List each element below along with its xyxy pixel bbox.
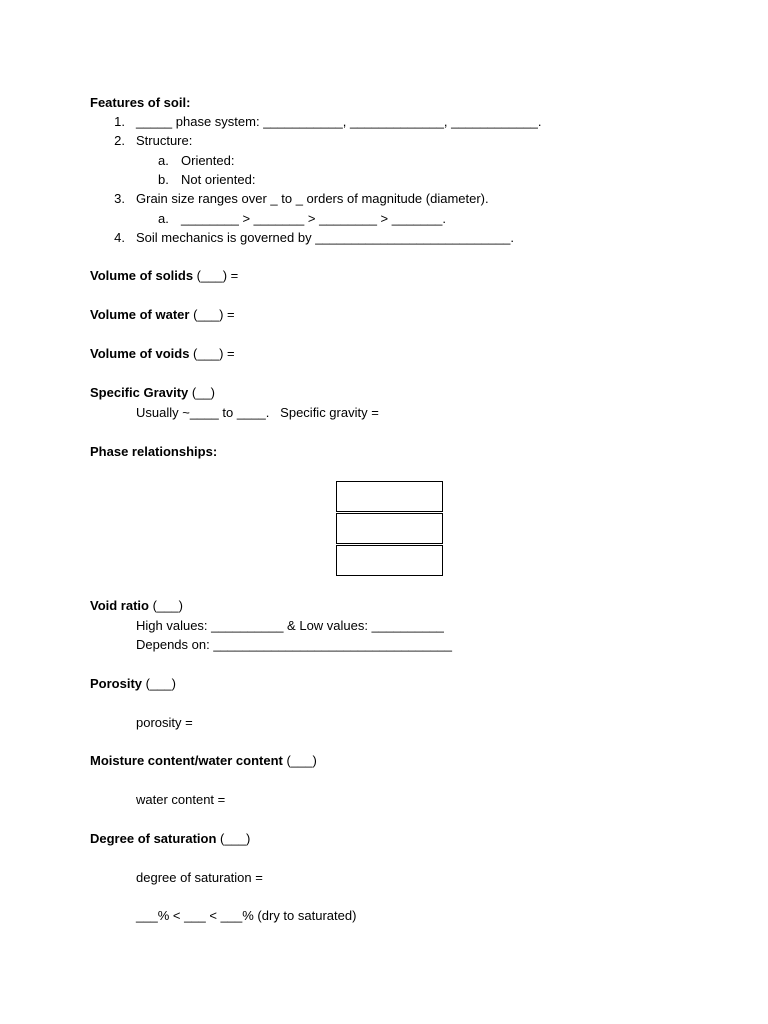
- void-ratio-blank: (___): [148, 598, 183, 613]
- sublist-label-a-grain: a.: [158, 211, 169, 226]
- porosity-blank: (___): [142, 676, 176, 691]
- void-ratio-depends: Depends on: _________________________________: [136, 637, 452, 652]
- saturation-range: ___% < ___ < ___% (dry to saturated): [136, 908, 357, 923]
- list-number-1: 1.: [114, 114, 125, 129]
- sublist-item-grain-order: ________ > _______ > ________ > _______.: [181, 211, 446, 226]
- volume-solids-line: [90, 268, 238, 284]
- volume-voids-label: Volume of voids: [90, 346, 190, 361]
- list-number-3: 3.: [114, 191, 125, 206]
- saturation-equation: degree of saturation =: [136, 870, 263, 885]
- phase-diagram-box-middle: [336, 513, 443, 544]
- water-content-equation: water content =: [136, 792, 226, 807]
- volume-solids-blank: (___) =: [193, 268, 239, 283]
- volume-water-label: Volume of water: [90, 307, 190, 322]
- saturation-blank: (___): [216, 831, 251, 846]
- sublist-label-a: a.: [158, 153, 169, 168]
- sublist-label-b: b.: [158, 172, 169, 187]
- saturation-label: Degree of saturation: [90, 831, 217, 846]
- features-heading: Features of soil:: [90, 95, 191, 110]
- moisture-line: [90, 753, 317, 769]
- moisture-label: Moisture content/water content: [90, 753, 283, 768]
- porosity-line: [90, 676, 176, 692]
- list-item-3: Grain size ranges over _ to _ orders of magnitude (diameter).: [136, 191, 489, 206]
- specific-gravity-label: Specific Gravity: [90, 385, 189, 400]
- void-ratio-values: High values: __________ & Low values: __________: [136, 618, 444, 633]
- porosity-label: Porosity: [90, 676, 143, 691]
- list-item-2: Structure:: [136, 133, 193, 148]
- porosity-equation: porosity =: [136, 715, 193, 730]
- moisture-blank: (___): [282, 753, 317, 768]
- phase-diagram-box-bottom: [336, 545, 443, 576]
- phase-diagram-box-top: [336, 481, 443, 512]
- list-number-2: 2.: [114, 133, 125, 148]
- sublist-item-not-oriented: Not oriented:: [181, 172, 256, 187]
- list-item-1: _____ phase system: ___________, _____________, ____________.: [136, 114, 542, 129]
- list-item-4: Soil mechanics is governed by ___________________________.: [136, 230, 515, 245]
- sublist-item-oriented: Oriented:: [181, 153, 235, 168]
- void-ratio-label: Void ratio: [90, 598, 149, 613]
- specific-gravity-usually: Usually ~____ to ____. Specific gravity =: [136, 405, 379, 420]
- volume-water-blank: (___) =: [189, 307, 235, 322]
- void-ratio-line: [90, 598, 183, 614]
- volume-voids-blank: (___) =: [189, 346, 235, 361]
- specific-gravity-line: [90, 385, 215, 401]
- volume-solids-label: Volume of solids: [90, 268, 194, 283]
- saturation-line: [90, 831, 250, 847]
- specific-gravity-blank: (__): [188, 385, 216, 400]
- list-number-4: 4.: [114, 230, 125, 245]
- phase-relationships-heading: Phase relationships:: [90, 444, 218, 459]
- volume-voids-line: [90, 346, 235, 362]
- volume-water-line: [90, 307, 235, 323]
